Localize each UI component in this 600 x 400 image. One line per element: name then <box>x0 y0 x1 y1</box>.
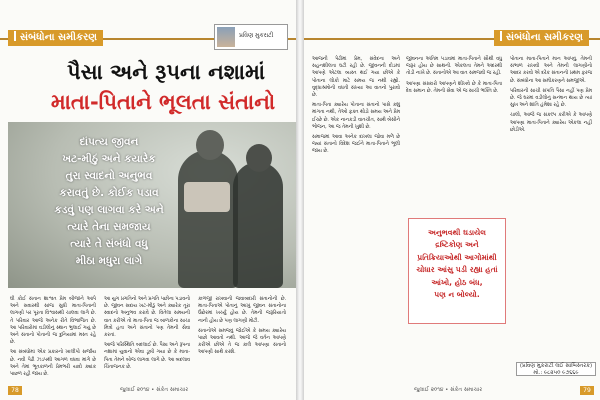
pull-quote <box>415 227 499 301</box>
author-signature-box <box>516 362 596 376</box>
photo-quote-line: ત્યારે તેના સમજાય <box>67 221 151 233</box>
pull-quote-line: પ્રતિક્રિયાઓથી આગોમાંથી <box>417 252 497 262</box>
page-number-left: 78 <box>8 386 22 395</box>
headline-line-1: પૈસા અને રૂપના નશામાં <box>66 60 266 84</box>
photo-quote-line: તુરા સ્વાદનો અનુભવ <box>65 170 153 182</box>
body-paragraph: પરિવારની સાચી સંપત્તિ પૈસા નહીં પણ પ્રેમ છે. જે ઘરમાં વડીલોનું સન્માન થાય છે ત્યાં સુખ અને શાંતિ હંમેશા રહે છે. <box>510 88 592 109</box>
body-column-5 <box>406 56 502 98</box>
body-paragraph: આજે પરિસ્થિતિ બદલાઈ છે. પૈસા અને રૂપના નશામાં યુવાનો એવા ડૂબી ગયા છે કે માતા-પિતા તેમને બોજ લાગવા લાગે છે. આ બદલાવ ચિંતાજનક છે. <box>104 343 190 370</box>
headline-line-2: માતા-પિતાને ભૂલતા સંતાનો <box>50 90 276 114</box>
signature-line: મો.: ૯૮૨૫૦ ૯૭૬૬૯ <box>533 370 579 376</box>
body-paragraph: આ યુગ પ્રગતિનો અને પ્રગતિ પછીના પડાવનો છે. જીવન સદાય ખટ-મીઠું અને ક્યારેક તૂરા સ્વાદનો અનુભવ કરાવે છે. વિતેલા સમયની વાત કરીએ તો માતા-પિતા જ બાળકોના સાચા મિત્રો હતા અને સંતાનો પણ તેમની સેવા કરતાં. <box>104 297 190 339</box>
photo-quote-line: કરાવતું છે. કોઈક પડાવ <box>59 187 159 199</box>
body-column-2 <box>104 296 190 374</box>
body-paragraph: સંતાનોએ સમજવું જોઈએ કે સમય ક્યારેય પાછો આવતો નથી. આજે જે વર્તન આપણે કરીએ છીએ તે જ કાલે આપણા સંતાનો આપણી સાથે કરશે. <box>198 328 286 356</box>
photo-quote <box>24 134 194 270</box>
body-paragraph: જીવનના અંતિમ પડાવમાં માતા-પિતાને સૌથી વધુ જરૂર હોય છે સાથની. એકલતા તેમને અંદરથી તોડી નાખે છે. સંતાનોએ આ વાત સમજવી જ રહી. <box>406 57 502 77</box>
photo-quote-line: ત્યારે તે સંબંધો વધુ <box>70 238 148 250</box>
elderly-figure-1-head <box>196 130 224 160</box>
body-paragraph: ઘી કોઈ સંતાન શાશ્વત પ્રેમ બીજાને આપે અને સવારથી સાંજ સુધી માતા-પિતાની લાગણી પર પૂરતા વિશ્વાસથી ચાલવા લાગે છે. તે પરિવાર આજે અનેક રીતે વિભાજિત છે. આ પરિવારોમાં વડીલોનું સ્થાન ભુલાઈ ગયું છે અને સંતાનો પોતાની જ દુનિયામાં મસ્ત રહે છે. <box>10 297 96 346</box>
pull-quote-line: ચોધાર આંસુ પડી રહ્યા હતાં <box>416 265 498 275</box>
footer-right: જુલાઈ ૨૦૧૪ • સંકેત સમાચાર <box>414 387 483 393</box>
body-column-6 <box>510 56 592 137</box>
right-page <box>304 0 600 400</box>
photo-quote-line: ખટ-મીઠું અને કયારેક <box>62 153 156 165</box>
author-photo <box>217 27 235 47</box>
body-paragraph: આપણા સંસ્કારો આપણને શીખવે છે કે માતા-પિતા દેવ સમાન છે. તેમની સેવા એ જ સાચી ભક્તિ છે. <box>406 81 502 94</box>
pull-quote-line: આંખો, હોઠ બંધ, <box>431 277 483 287</box>
signature-line: (પ્રવિણ મુકરાટી લઈ સાબિસ્તરક) <box>519 363 593 369</box>
author-name: પ્રવિણ મુકરાટી <box>239 32 274 39</box>
hero-photo <box>8 122 296 288</box>
body-paragraph: માતા-પિતા ક્યારેય પોતાના સંતાનો પાસે કશું માંગતા નથી, તેઓ ફક્ત થોડો સમય અને પ્રેમ ઈચ્છે છે. એક નાનકડી વાતચીત, સાથે બેસીને ભોજન, આ જ તેમની ખુશી છે. <box>312 103 400 130</box>
photo-quote-line: કડવું પણ લાગવા કરે અને <box>54 204 164 216</box>
body-paragraph: કાળજી રાખવાની જવાબદારી સંતાનોની છે. માતા-પિતાએ પોતાનું આખું જીવન સંતાનોના ઉછેરમાં ખર્ચ્યું હોય છે. તેમની જરૂરિયાતો નાની હોય છે પણ લાગણી મોટી. <box>198 297 286 324</box>
section-tag-left <box>8 30 103 46</box>
photo-quote-line: મીઠા મધુરા લાગે <box>75 255 143 267</box>
left-page <box>0 0 296 400</box>
page-number-right: 79 <box>580 386 594 395</box>
page-gutter <box>296 0 304 400</box>
pull-quote-line: અનુભવથી ઘડાયેલ <box>427 228 487 237</box>
elderly-figure-2 <box>233 162 283 288</box>
body-paragraph: પોતાના માતા-પિતાને માન આપવું, તેમની સંભાળ રાખવી અને તેમની લાગણીનો આદર કરવો એ દરેક સંતાનની પ્રથમ ફરજ છે. સંબંધોના આ સમીકરણને સમજીએ. <box>510 57 592 84</box>
elderly-figure-2-head <box>246 144 272 172</box>
body-column-1 <box>10 296 96 381</box>
body-column-4 <box>312 56 400 159</box>
section-tag-right <box>494 30 589 46</box>
pull-quote-box <box>408 218 506 324</box>
pull-quote-line: દ્રષ્ટિકોણ અને <box>435 240 479 250</box>
body-paragraph: ચાલો, આજે જ સંકલ્પ કરીએ કે આપણે આપણા માતા-પિતાને ક્યારેય એકલા નહીં છોડીએ. <box>510 113 592 133</box>
body-column-3 <box>198 296 286 360</box>
body-paragraph: આ સંબંધોમાં એક પ્રકારનો ખાલીપો સર્જાય છે. નવી પેઢી ઝડપથી આગળ વધવા માંગે છે અને તેમાં ભૂતકાળની પ્રેમભરી યાદો ક્યાંક પાછળ રહી જાય છે. <box>10 350 96 378</box>
body-paragraph: આજની પેઢીમાં પ્રેમ, સંવેદના અને સહનશીલતા ઘટી રહી છે. જીવનની દોડમાં આપણે એટલા વ્યસ્ત થઈ ગયા છીએ કે પોતાના લોકો માટે સમય જ નથી રહ્યો. વૃદ્ધાશ્રમોની વધતી સંખ્યા આ વાતનો પુરાવો છે. <box>312 57 400 99</box>
author-box <box>214 24 288 50</box>
body-paragraph: સમાજમાં આવા અનેક દાખલા જોવા મળે છે જ્યાં સંતાનો વિદેશ જઈને માતા-પિતાને ભૂલી જાય છે. <box>312 135 400 155</box>
section-tag-label: સંબંધોના સમીકરણ <box>20 32 97 43</box>
footer-left: જુલાઈ ૨૦૧૪ • સંકેત સમાચાર <box>120 387 189 393</box>
pull-quote-line: પણ ન બોલ્યો. <box>434 290 480 300</box>
section-tag-label: સંબંધોના સમીકરણ <box>506 32 583 43</box>
photo-quote-line: દાંપત્ય જીવન <box>79 136 139 148</box>
